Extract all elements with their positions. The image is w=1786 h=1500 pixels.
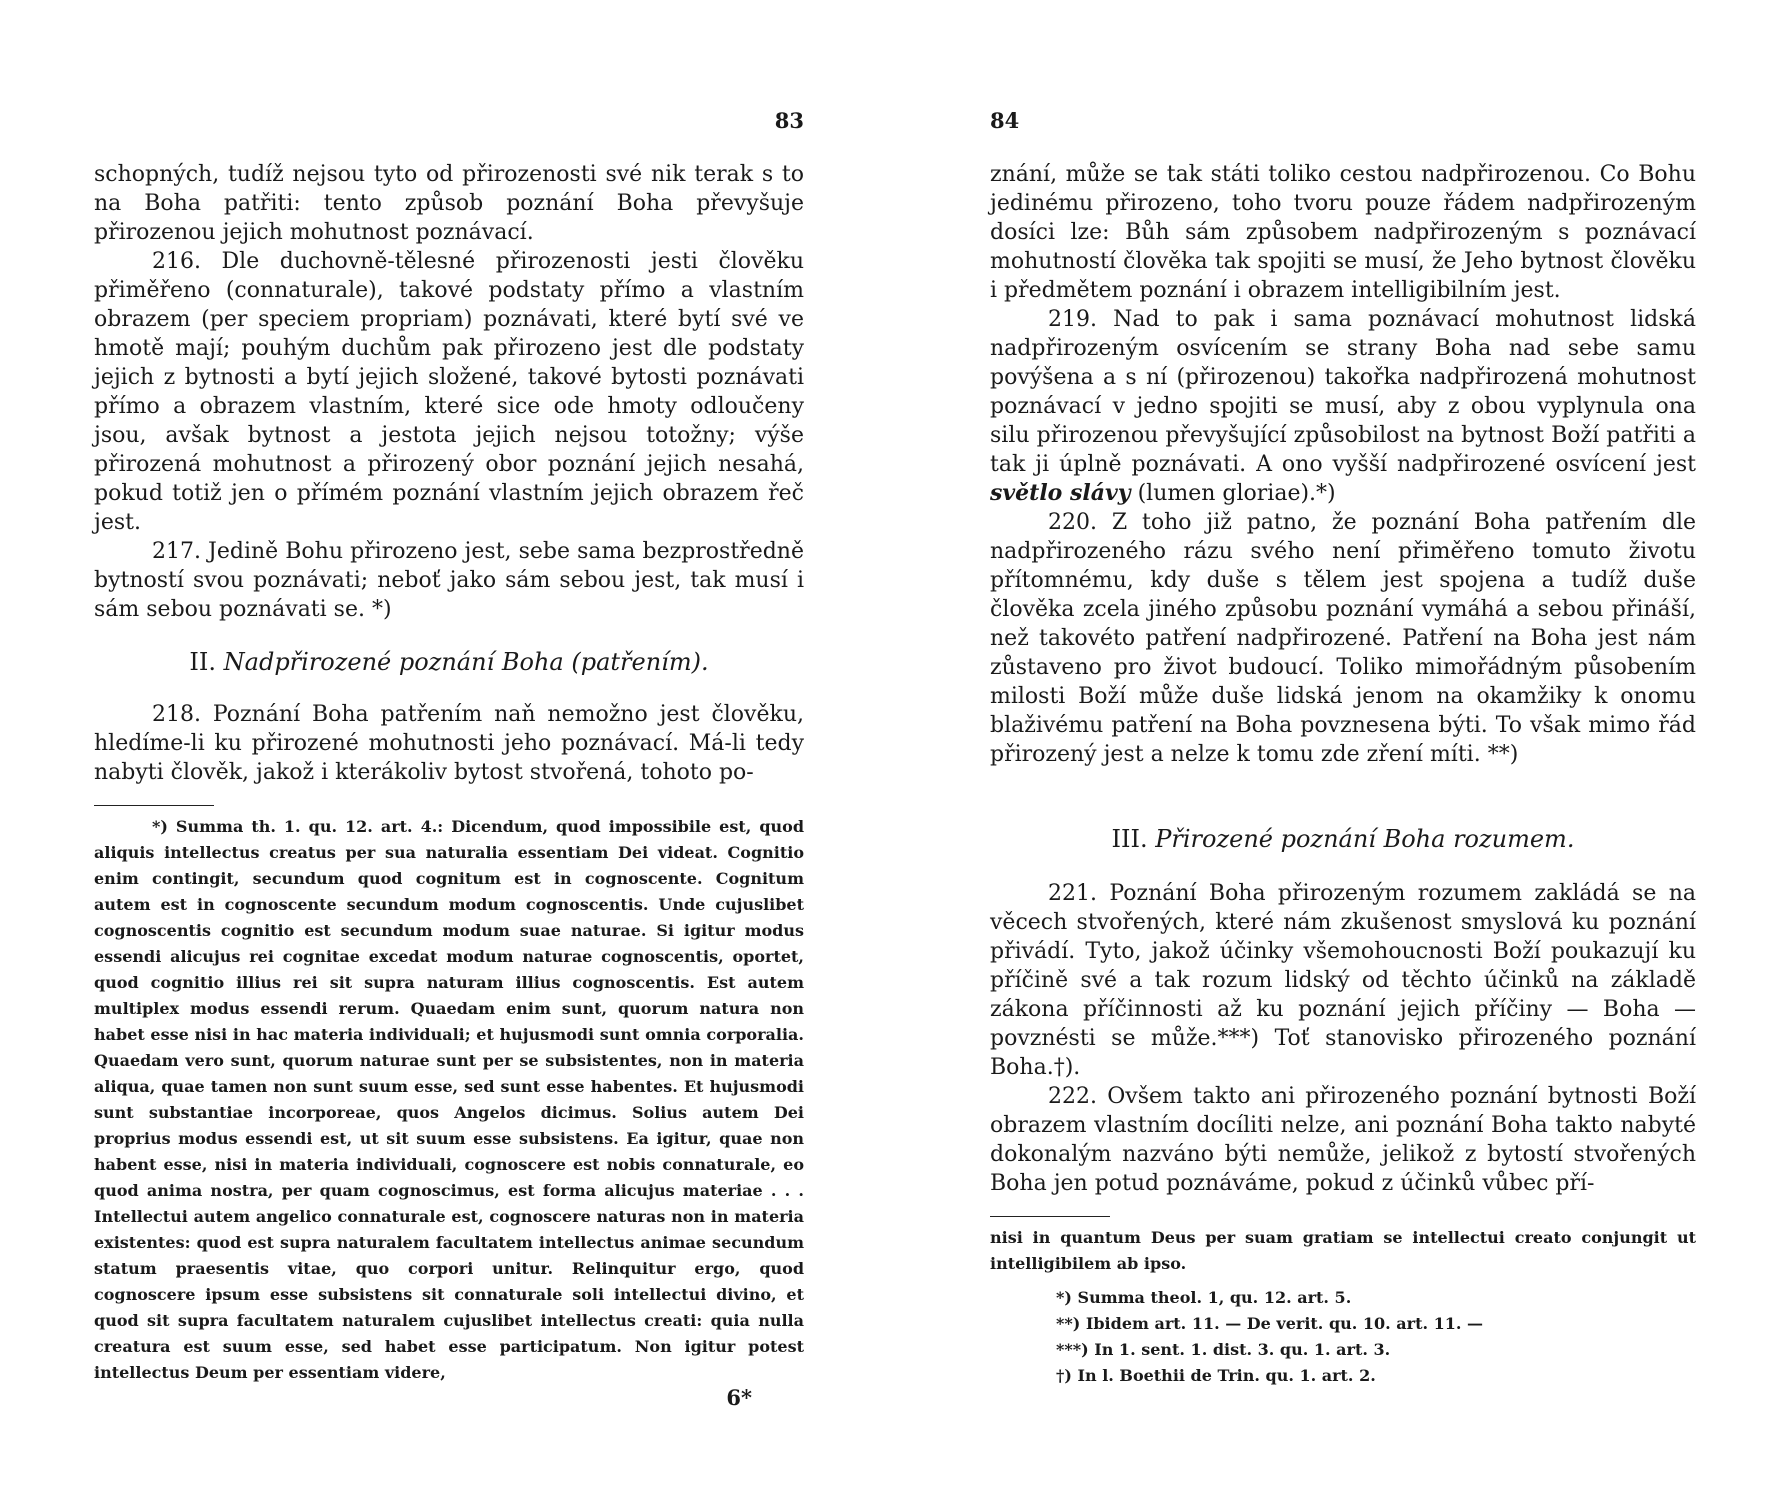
paragraph-219-text: 219. Nad to pak i sama poznávací mohutnost lidská nadpřirozeným osvícením se strany Boha nad sebe samu povýšena a s ní (přirozenou) takořka nadpřirozená mohutnost poznávací v jedno spojiti se musí, aby z obou vyplynula ona silu přirozenou převyšující způsobilost na bytnost Boží patřiti a tak ji úplně poznávati. A ono vyšší nadpřirozené osvícení jest [990, 307, 1696, 477]
right-page [990, 0, 1696, 1500]
emphasis-term: světlo slávy [990, 480, 1131, 506]
footnote-divider [94, 805, 214, 806]
section-number: II. [189, 648, 216, 676]
paragraph-222: 222. Ovšem takto ani přirozeného poznání bytnosti Boží obrazem vlastním docíliti nelze, ani poznání Boha takto nabyté dokonalým nazváno býti nemůže, jelikož z bytostí stvořených Boha jen potud poznáváme, pokud z účinků vůbec pří- [990, 1084, 1696, 1196]
paragraph-221: 221. Poznání Boha přirozeným rozumem zakládá se na věcech stvořených, které nám zkušenost smyslová ku poznání přivádí. Tyto, jakož účinky všemohoucnosti Boží poukazují ku příčině své a tak rozum lidský od těchto účinků na základě zákona příčinnosti až ku poznání jejich příčiny — Boha — povznésti se může.***) Toť stanovisko přirozeného poznání Boha.†). [990, 881, 1696, 1080]
footnote-text: nisi in quantum Deus per suam gratiam se intellectui creato conjungit ut intelligibilem ab ipso. [990, 1228, 1696, 1273]
reference-item: †) In l. Boethii de Trin. qu. 1. art. 2. [1056, 1366, 1376, 1385]
signature-mark: 6* [726, 1385, 752, 1410]
page-number: 84 [990, 108, 1020, 133]
paragraph-219 [990, 305, 1696, 508]
footnote [94, 814, 804, 1386]
reference-item: *) Summa theol. 1, qu. 12. art. 5. [1056, 1288, 1352, 1307]
section-heading [990, 823, 1696, 855]
footnote-divider [990, 1216, 1110, 1217]
paragraph: schopných, tudíž nejsou tyto od přirozenosti své nik terak s to na Boha patřiti: tento způsob poznání Boha převyšuje přirozenou jejich mohutnost poznávací. [94, 162, 804, 245]
page-body [990, 160, 1696, 1389]
section-number: III. [1111, 825, 1148, 853]
paragraph: znání, může se tak státi toliko cestou nadpřirozenou. Co Bohu jedinému přirozeno, toho tvoru pouze řádem nadpřirozeným dosíci lze: Bůh sám způsobem nadpřirozeným s poznávací mohutností člověka tak spojiti se musí, že Jeho bytnost člověku i předmětem poznání i obrazem intelligibilním jest. [990, 162, 1696, 303]
paragraph-216: 216. Dle duchovně-tělesné přirozenosti jesti člověku přiměřeno (connaturale), takové podstaty přímo a vlastním obrazem (per speciem propriam) poznávati, které bytí své ve hmotě mají; pouhým duchům pak přirozeno jest dle podstaty jejich z bytnosti a bytí jejich složené, takové bytosti poznávati přímo a obrazem vlastním, které sice ode hmoty odloučeny jsou, avšak bytnost a jestota jejich nejsou totožny; výše přirozená mohutnost a přirozený obor poznání jejich nesahá, pokud totiž jen o přímém poznání vlastním jejich obrazem řeč jest. [94, 249, 804, 535]
footnote-continuation [990, 1225, 1696, 1277]
footnote-text: *) Summa th. 1. qu. 12. art. 4.: Dicendum, quod impossibile est, quod aliquis intellectus creatus per sua naturalia essentiam Dei videat. Cognitio enim contingit, secundum quod cognitum est in cognoscente. Cognitum autem est in cognoscente secundum modum cognoscentis. Unde cujuslibet cognoscentis cognitio est secundum modum suae naturae. Si igitur modus essendi alicujus rei cognitae excedat modum naturae cognoscentis, oportet, quod cognitio illius rei sit supra naturam illius cognoscentis. Est autem multiplex modus essendi rerum. Quaedam enim sunt, quorum natura non habet esse nisi in hac materia individuali; et hujusmodi sunt omnia corporalia. Quaedam vero sunt, quorum naturae sunt per se subsistentes, non in materia aliqua, quae tamen non sunt suum esse, sed sunt esse habentes. Et hujusmodi sunt substantiae incorporeae, quos Angelos dicimus. Solius autem Dei proprius modus essendi est, ut sit suum esse subsistens. Ea igitur, quae non habent esse, nisi in materia individuali, cognoscere est nobis connaturale, eo quod anima nostra, per quam cognoscimus, est forma alicujus materiae . . . Intellectui autem angelico connaturale est, cognoscere naturas non in materia existentes: quod est supra naturalem facultatem intellectus animae secundum statum praesentis vitae, quo corpori unitur. Relinquitur ergo, quod cognoscere ipsum esse subsistens sit connaturale soli intellectui divino, et quod sit supra facultatem naturalem cujuslibet intellectus creati: quia nulla creatura est suum esse, sed habet esse participatum. Non igitur potest intellectus Deum per essentiam videre, [94, 817, 804, 1382]
reference-item: **) Ibidem art. 11. — De verit. qu. 10. art. 11. — [1056, 1314, 1484, 1333]
reference-list [990, 1285, 1696, 1389]
section-heading [94, 646, 804, 678]
page-body [94, 160, 804, 1386]
paragraph-217: 217. Jedině Bohu přirozeno jest, sebe sama bezprostředně bytností svou poznávati; neboť jako sám sebou jest, tak musí i sám sebou poznávati se. *) [94, 539, 804, 622]
paragraph-219-end: (lumen gloriae).*) [1137, 481, 1336, 506]
left-page [94, 0, 804, 1500]
paragraph-220: 220. Z toho již patno, že poznání Boha patřením dle nadpřirozeného rázu svého není přiměřeno tomuto životu přítomnému, kdy duše s tělem jest spojena a tudíž duše člověka zcela jiného způsobu poznání vymáhá a sebou přináší, než takovéto patření nadpřirozené. Patření na Boha jest nám zůstaveno pro život budoucí. Toliko mimořádným působením milosti Boží může duše lidská jenom na okamžiky k onomu blaživému patření na Boha povznesena býti. To však mimo řád přirozený jest a nelze k tomu zde zření míti. **) [990, 510, 1696, 767]
reference-item: ***) In 1. sent. 1. dist. 3. qu. 1. art. 3. [1056, 1340, 1391, 1359]
section-title: Přirozené poznání Boha rozumem. [1155, 825, 1575, 853]
paragraph-218: 218. Poznání Boha patřením naň nemožno jest člověku, hledíme-li ku přirozené mohutnosti jeho poznávací. Má-li tedy nabyti člověk, jakož i kterákoliv bytost stvořená, tohoto po- [94, 702, 804, 785]
section-title: Nadpřirozené poznání Boha (patřením). [223, 648, 709, 676]
page-number: 83 [774, 108, 804, 133]
